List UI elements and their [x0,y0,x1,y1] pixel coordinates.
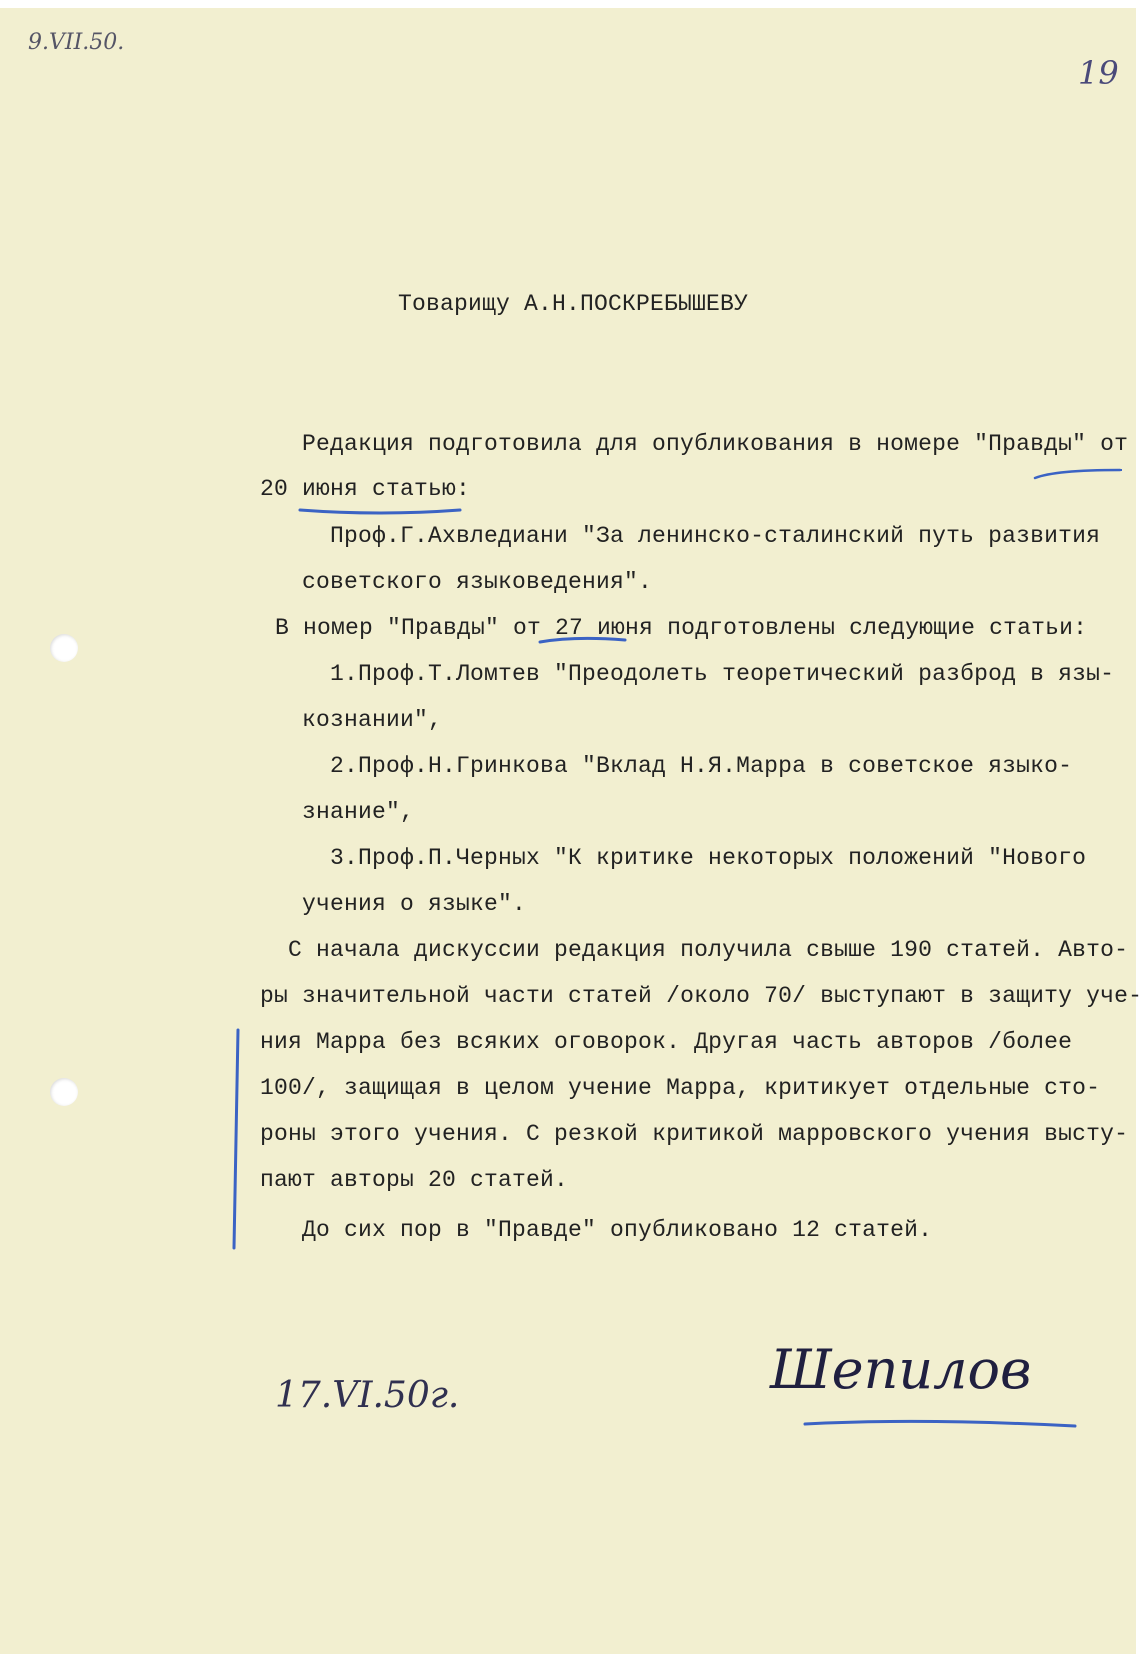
body-line: До сих пор в "Правде" опубликовано 12 статей. [302,1217,933,1243]
body-line: В номер "Правды" от 27 июня подготовлены следующие статьи: [275,615,1088,641]
underline-mark [300,510,460,513]
body-line: 2.Проф.Н.Гринкова "Вклад Н.Я.Марра в советское языко- [330,753,1073,779]
addressee-line: Товарищу А.Н.ПОСКРЕБЫШЕВУ [398,291,749,317]
body-line: 3.Проф.П.Черных "К критике некоторых положений "Нового [330,845,1087,871]
margin-line-mark [234,1030,238,1248]
underline-mark [1035,470,1120,478]
body-line: С начала дискуссии редакция получила свыше 190 статей. Авто- [288,937,1129,963]
signature: Шепилов [770,1338,1032,1401]
body-line: кознании", [302,707,443,733]
body-line: роны этого учения. С резкой критикой марровского учения высту- [260,1121,1129,1147]
body-line: ры значительной части статей /около 70/ выступают в защиту уче- [260,983,1143,1009]
body-line: советского языковедения". [302,569,653,595]
signature-underline-mark [805,1421,1075,1426]
page-number: 19 [1078,54,1119,92]
body-line: Проф.Г.Ахвледиани "За ленинско-сталинский путь развития [330,523,1101,549]
body-line: 20 июня статью: [260,476,471,502]
body-line: ния Марра без всяких оговорок. Другая часть авторов /более [260,1029,1073,1055]
underline-mark [540,638,625,642]
body-line: учения о языке". [302,891,527,917]
handwritten-date: 17.VI.50г. [275,1375,460,1416]
marginal-date-note: 9.VII.50. [28,30,125,55]
body-line: пают авторы 20 статей. [260,1167,569,1193]
body-line: Редакция подготовила для опубликования в номере "Правды" от [302,431,1129,457]
body-line: 1.Проф.Т.Ломтев "Преодолеть теоретический разброд в язы- [330,661,1115,687]
body-line: знание", [302,799,415,825]
body-line: 100/, защищая в целом учение Марра, критикует отдельные сто- [260,1075,1101,1101]
